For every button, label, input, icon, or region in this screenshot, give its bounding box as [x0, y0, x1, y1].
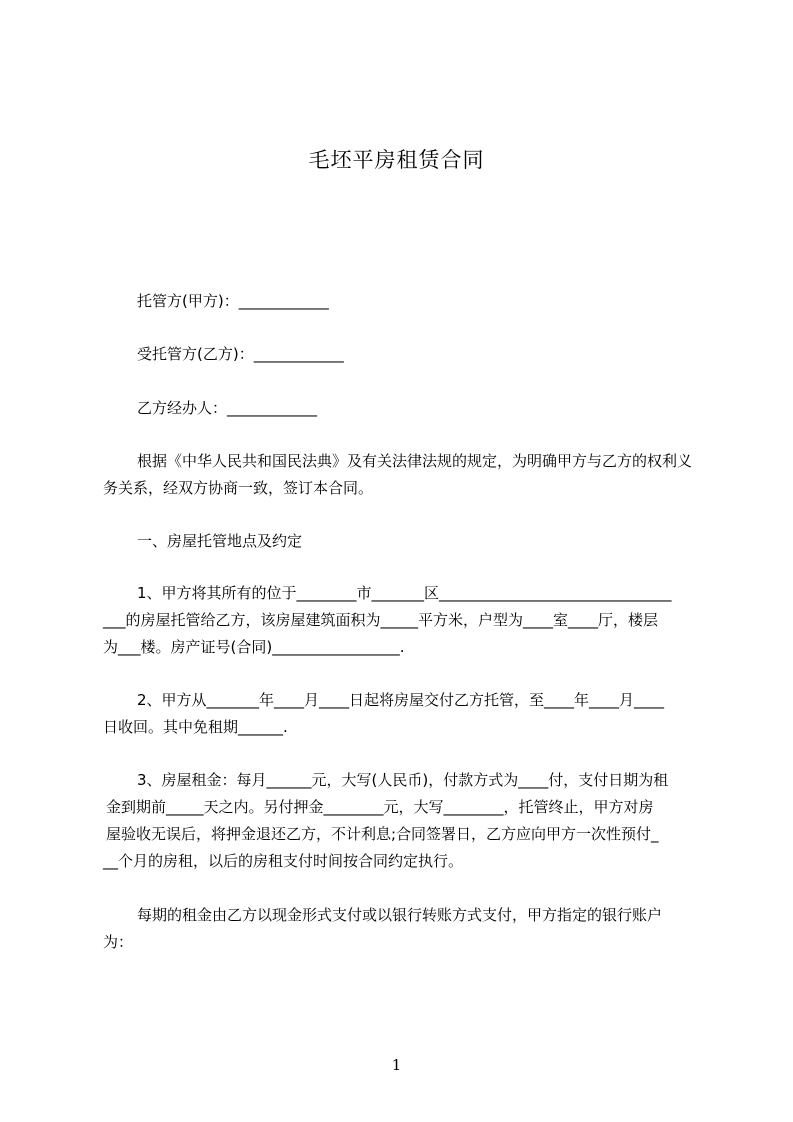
clause-3-line-4: __个月的房租，以后的房租支付时间按合同约定执行。 — [103, 852, 464, 870]
clause-3-line-1: 3、房屋租金：每月______元，大写(人民币)，付款方式为____付，支付日期为租 — [137, 771, 669, 789]
document-title: 毛坯平房租赁合同 — [308, 148, 485, 172]
clause-3-line-2: 金到期前_____天之内。另付押金________元，大写________，托管终止，甲方对房 — [106, 798, 654, 816]
clause-3-line-3: 屋验收无误后，将押金退还乙方，不计利息;合同签署日，乙方应向甲方一次性预付_ — [106, 825, 659, 843]
clause-1-line-2: ___的房屋托管给乙方，该房屋建筑面积为_____平方米，户型为____室____厅，楼层 — [103, 611, 659, 629]
preamble-paragraph: 根据《中华人民共和国民法典》及有关法律法规的规定，为明确甲方与乙方的权利义务关系，经双方协商一致，签订本合同。 — [103, 452, 693, 497]
page-number: 1 — [391, 1056, 402, 1074]
payment-line-2: 为： — [103, 933, 134, 951]
clause-2-line-2: 日收回。其中免租期______. — [103, 718, 288, 736]
party-b-field: 受托管方(乙方)：____________ — [137, 345, 344, 363]
party-a-field: 托管方(甲方)：____________ — [137, 292, 329, 310]
agent-b-field: 乙方经办人：____________ — [137, 399, 318, 417]
clause-1-line-1: 1、甲方将其所有的位于________市_______区_______________________________ — [137, 584, 672, 602]
section-heading: 一、房屋托管地点及约定 — [137, 532, 303, 550]
clause-2-line-1: 2、甲方从_______年____月____日起将房屋交付乙方托管，至____年____月____ — [137, 691, 665, 709]
clause-1-line-3: 为___楼。房产证号(合同)_________________. — [103, 638, 405, 656]
payment-line-1: 每期的租金由乙方以现金形式支付或以银行转账方式支付，甲方指定的银行账户 — [137, 906, 663, 924]
